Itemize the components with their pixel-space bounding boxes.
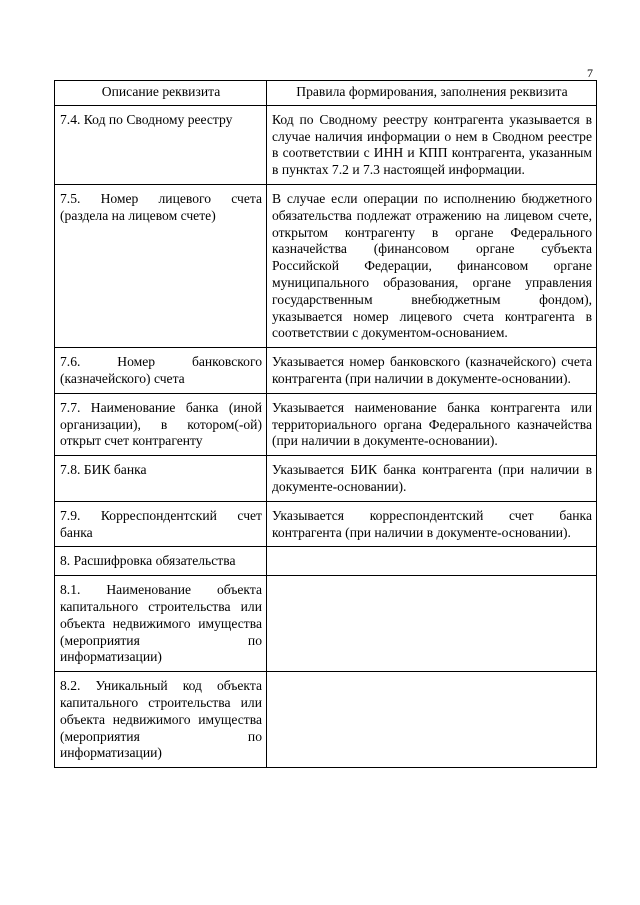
row-description: 7.9. Корреспондентский счет банка <box>55 501 267 547</box>
table-row <box>55 184 597 347</box>
row-rules <box>267 547 597 576</box>
table-row <box>55 576 597 672</box>
row-rules: Указывается корреспондентский счет банка контрагента (при наличии в документе-основании). <box>267 501 597 547</box>
row-rules <box>267 672 597 768</box>
table-row <box>55 547 597 576</box>
page-number: 7 <box>587 66 593 80</box>
table-row <box>55 348 597 394</box>
row-rules <box>267 576 597 672</box>
table-row <box>55 393 597 455</box>
row-description: 7.4. Код по Сводному реестру <box>55 105 267 184</box>
table-row <box>55 105 597 184</box>
row-description: 7.8. БИК банка <box>55 456 267 502</box>
row-description: 8. Расшифровка обязательства <box>55 547 267 576</box>
table-row <box>55 501 597 547</box>
row-rules: Указывается наименование банка контрагента или территориального органа Федерального казначейства (при наличии в документе-основании). <box>267 393 597 455</box>
table-row <box>55 672 597 768</box>
requisites-table <box>54 80 597 768</box>
header-description: Описание реквизита <box>55 81 267 106</box>
row-rules: Код по Сводному реестру контрагента указывается в случае наличия информации о нем в Сводном реестре в соответствии с ИНН и КПП контрагента, указанным в пунктах 7.2 и 7.3 настоящей информации. <box>267 105 597 184</box>
row-description: 8.2. Уникальный код объекта капитального строительства или объекта недвижимого имущества (мероприятия по информатизации) <box>55 672 267 768</box>
table-row <box>55 456 597 502</box>
row-description: 8.1. Наименование объекта капитального строительства или объекта недвижимого имущества (мероприятия по информатизации) <box>55 576 267 672</box>
header-rules: Правила формирования, заполнения реквизита <box>267 81 597 106</box>
row-description: 7.6. Номер банковского (казначейского) счета <box>55 348 267 394</box>
row-rules: Указывается БИК банка контрагента (при наличии в документе-основании). <box>267 456 597 502</box>
row-rules: Указывается номер банковского (казначейского) счета контрагента (при наличии в документе-основании). <box>267 348 597 394</box>
row-rules: В случае если операции по исполнению бюджетного обязательства подлежат отражению на лицевом счете, открытом контрагенту в органе Федерального казначейства (финансовом органе субъекта Российской Федерации, финансовом органе муниципального образования, органе управления государственным внебюджетным фондом), указывается номер лицевого счета контрагента в соответствии с документом-основанием. <box>267 184 597 347</box>
row-description: 7.7. Наименование банка (иной организации), в котором(-ой) открыт счет контрагенту <box>55 393 267 455</box>
row-description: 7.5. Номер лицевого счета (раздела на лицевом счете) <box>55 184 267 347</box>
table-header-row <box>55 81 597 106</box>
